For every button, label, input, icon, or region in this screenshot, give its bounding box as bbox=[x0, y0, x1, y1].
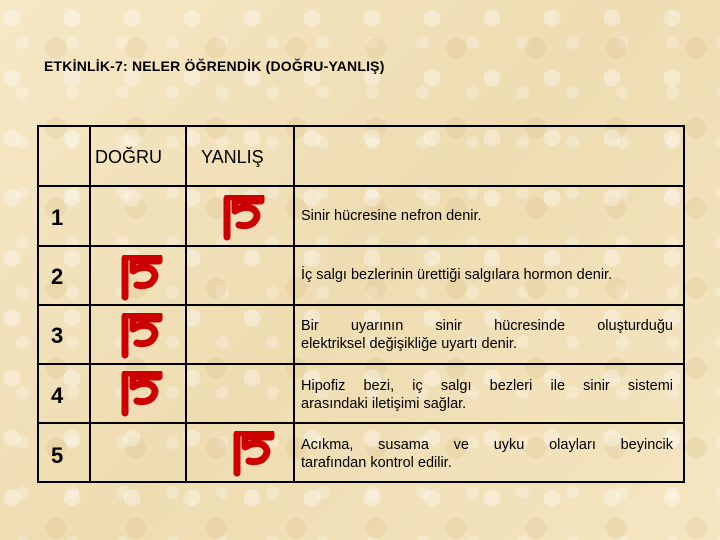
page-title: ETKİNLİK-7: NELER ÖĞRENDİK (DOĞRU-YANLIŞ) bbox=[44, 58, 385, 74]
column-header-false: YANLIŞ bbox=[201, 147, 264, 167]
row-number: 3 bbox=[51, 323, 64, 348]
tick-mark-icon bbox=[115, 371, 163, 417]
tick-mark-icon bbox=[115, 255, 163, 301]
row-number: 1 bbox=[51, 205, 64, 230]
statement-line: arasındaki iletişimi sağlar. bbox=[301, 396, 467, 412]
tick-mark-icon bbox=[217, 195, 265, 241]
statement-line: Bir uyarının sinir hücresinde oluşturduğu bbox=[301, 318, 673, 334]
row-number: 2 bbox=[51, 264, 64, 289]
column-header-true: DOĞRU bbox=[95, 147, 162, 167]
row-number: 4 bbox=[51, 383, 64, 408]
row-number: 5 bbox=[51, 443, 64, 468]
statement-line: tarafından kontrol edilir. bbox=[301, 455, 452, 471]
statement-text: İç salgı bezlerinin ürettiği salgılara hormon denir. bbox=[301, 267, 613, 283]
statement-line: Hipofiz bezi, iç salgı bezleri ile sinir sistemi bbox=[301, 378, 673, 394]
statement-text bbox=[301, 377, 673, 413]
statement-line: Acıkma, susama ve uyku olayları beyincik bbox=[301, 437, 673, 453]
true-false-table bbox=[37, 125, 685, 483]
tick-mark-icon bbox=[115, 313, 163, 359]
statement-text bbox=[301, 436, 673, 472]
tick-mark-icon bbox=[227, 431, 275, 477]
statement-text bbox=[301, 317, 673, 353]
statement-line: elektriksel değişikliğe uyartı denir. bbox=[301, 336, 517, 352]
statement-text: Sinir hücresine nefron denir. bbox=[301, 208, 482, 224]
